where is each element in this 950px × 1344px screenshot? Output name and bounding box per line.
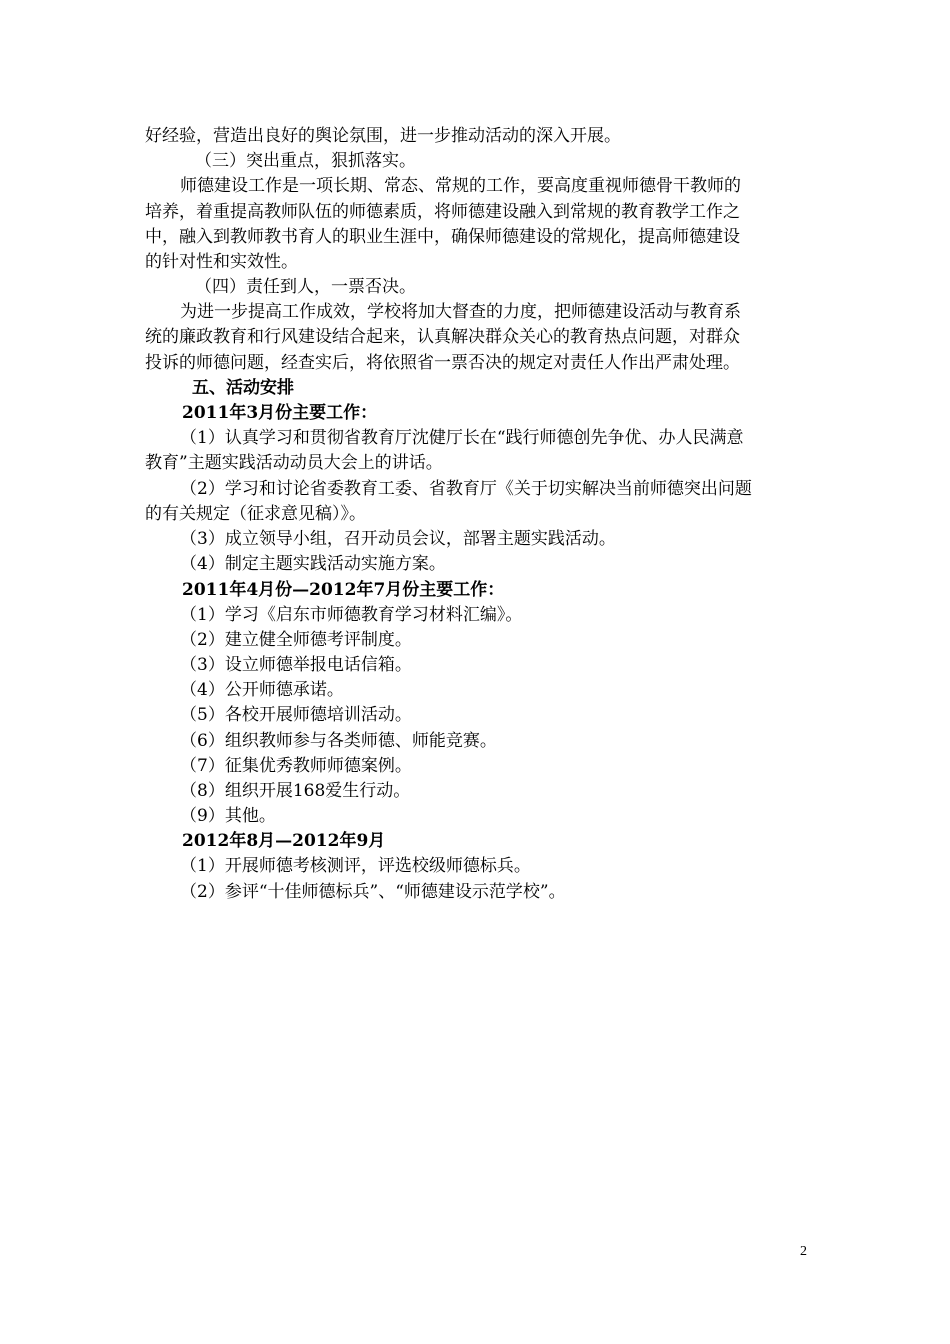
- list-item: （5）各校开展师德培训活动。: [180, 705, 412, 725]
- section-heading-3: （三）突出重点，狠抓落实。: [195, 151, 416, 171]
- list-item: （7）征集优秀教师师德案例。: [180, 756, 412, 776]
- paragraph-line: 中，融入到教师教书育人的职业生涯中，确保师德建设的常规化，提高师德建设: [145, 227, 740, 247]
- paragraph-line: 统的廉政教育和行风建设结合起来，认真解决群众关心的教育热点问题，对群众: [145, 327, 740, 347]
- list-item: （9）其他。: [180, 806, 276, 826]
- list-item: （1）学习《启东市师德教育学习材料汇编》。: [180, 605, 523, 625]
- paragraph-line: 投诉的师德问题，经查实后，将依照省一票否决的规定对责任人作出严肃处理。: [145, 353, 740, 373]
- list-item-continuation: 教育”主题实践活动动员大会上的讲话。: [145, 453, 443, 473]
- period-heading: 2011年4月份—2012年7月份主要工作：: [182, 580, 505, 600]
- paragraph-line: 师德建设工作是一项长期、常态、常规的工作，要高度重视师德骨干教师的: [180, 176, 741, 196]
- period-heading: 2012年8月—2012年9月: [182, 831, 386, 851]
- list-item: （8）组织开展168爱生行动。: [180, 781, 411, 801]
- paragraph-line: 为进一步提高工作成效，学校将加大督查的力度，把师德建设活动与教育系: [180, 302, 741, 322]
- list-item: （4）制定主题实践活动实施方案。: [180, 554, 446, 574]
- section-heading-4: （四）责任到人，一票否决。: [195, 277, 416, 297]
- list-item: （2）建立健全师德考评制度。: [180, 630, 412, 650]
- list-item: （2）学习和讨论省委教育工委、省教育厅《关于切实解决当前师德突出问题: [180, 479, 752, 499]
- section-heading-5: 五、活动安排: [192, 378, 294, 398]
- paragraph-line: 的针对性和实效性。: [145, 252, 298, 272]
- paragraph-line: 好经验，营造出良好的舆论氛围，进一步推动活动的深入开展。: [145, 126, 621, 146]
- list-item: （4）公开师德承诺。: [180, 680, 344, 700]
- list-item: （6）组织教师参与各类师德、师能竞赛。: [180, 731, 497, 751]
- list-item-continuation: 的有关规定（征求意见稿）》。: [145, 504, 366, 524]
- list-item: （3）成立领导小组，召开动员会议，部署主题实践活动。: [180, 529, 616, 549]
- period-heading: 2011年3月份主要工作：: [182, 403, 378, 423]
- list-item: （3）设立师德举报电话信箱。: [180, 655, 412, 675]
- list-item: （1）认真学习和贯彻省教育厅沈健厅长在“践行师德创先争优、办人民满意: [180, 428, 744, 448]
- list-item: （2）参评“十佳师德标兵”、“师德建设示范学校”。: [180, 882, 566, 902]
- paragraph-line: 培养，着重提高教师队伍的师德素质，将师德建设融入到常规的教育教学工作之: [145, 202, 740, 222]
- list-item: （1）开展师德考核测评，评选校级师德标兵。: [180, 856, 531, 876]
- page-number: 2: [800, 1244, 807, 1259]
